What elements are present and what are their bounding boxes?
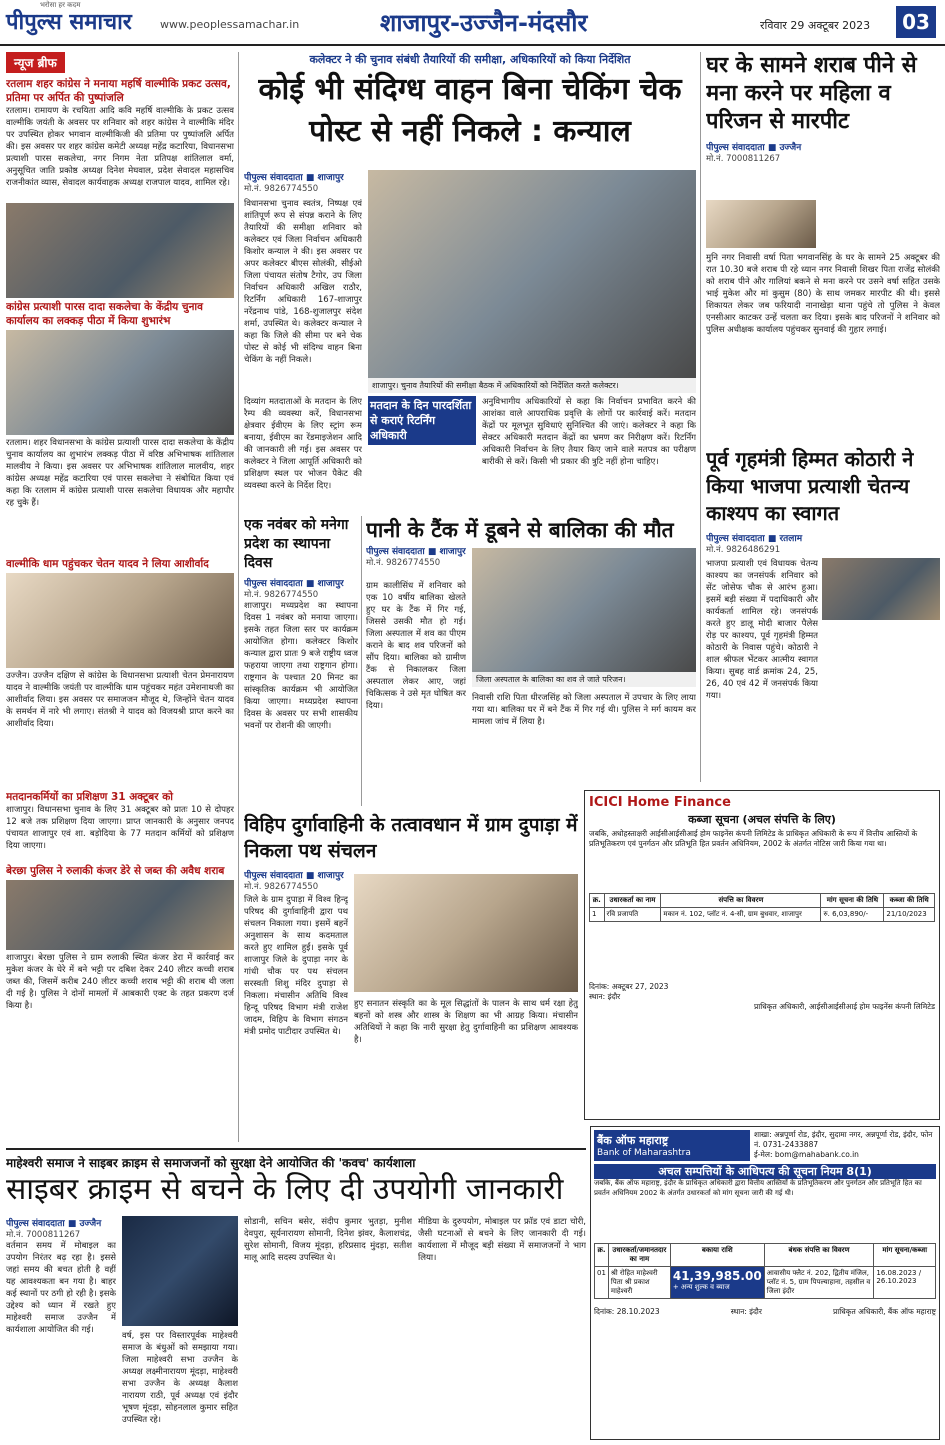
icici-cell: 21/10/2023	[884, 908, 935, 922]
mp-day-headline: एक नवंबर को मनेगा प्रदेश का स्थापना दिवस	[244, 517, 349, 571]
icici-title: कब्जा सूचना (अचल संपत्ति के लिए)	[688, 813, 836, 826]
bom-header: क्र.	[595, 1244, 609, 1267]
icici-header: कब्जा की तिथि	[884, 894, 935, 908]
assault-byline: पीपुल्स संवाददाता ■ उज्जैन	[706, 143, 802, 153]
brief-headline-4: मतदानकर्मियों का प्रशिक्षण 31 अक्टूबर को	[6, 791, 173, 803]
cyber-body-3: सोडानी, सचिन बसेर, संदीप कुमार भुतड़ा, मुनीश देवपुरा, सूर्यनारायण सोमानी, दिनेश झंवर, कैलाशचंद्र, सुरेश सोमानी, विजय मूंदड़ा, हरिप्रसाद मुंदड़ा, सतीश मालू आदि सदस्य उपस्थित थे।	[244, 1217, 412, 1263]
newspaper-logo[interactable]: पीपुल्स समाचार	[6, 10, 132, 35]
page-number: 03	[896, 6, 936, 38]
cyber-body: वर्तमान समय में मोबाइल का उपयोग निरंतर बढ़ रहा है। इससे जहां समय की बचत होती है वहीं यह आवश्यकता बन गया है। बाहर कई स्थानों पर ठगी हो रही है। इसके उद्देश्य को ध्यान में रखते हुए माहेश्वरी समाज उज्जैन में कार्यशाला आयोजित की गई।	[6, 1241, 116, 1335]
table-row	[590, 908, 935, 922]
bom-amount-note: + अन्य शुल्क व ब्याज	[672, 1283, 730, 1291]
assault-phone: मो.नं. 7000811267	[706, 154, 781, 164]
bom-header: बकाया राशि	[670, 1244, 764, 1267]
lead-body-2: अनुविभागीय अधिकारियों से कहा कि निर्वाचन प्रभावित करने की आशंका वाले आपराधिक प्रवृत्ति के लोगों पर कार्रवाई करें। मतदान केंद्रों पर मूलभूत सुविधाएं सुनिश्चित की जाएं। कलेक्टर ने कहा कि सेक्टर अधिकारी मतदान केंद्रों का भ्रमण कर निरीक्षण करें। रिटर्निंग अधिकारी निर्वाचन के लिए तैयार किए जाने वाले मतपत्र का परीक्षण बारीकी से करें। किसी भी प्रकार की त्रुटि नहीं होना चाहिए।	[482, 397, 696, 467]
bom-footer-place: स्थान: इंदौर	[730, 1307, 762, 1316]
vhp-body-2: हुए सनातन संस्कृति का के मूल सिद्धांतों के पालन के साथ धर्म रक्षा हेतु बहनों को शस्त्र और शास्त्र के शिक्षण का भी आग्रह किया। मंचासीन अतिथियों ने कहा कि नारी सुरक्षा हेतु दुर्गावाहिनी का प्रशिक्षण आवश्यक है।	[354, 999, 578, 1045]
lead-body-3: दिव्यांग मतदाताओं के मतदान के लिए रैम्प की व्यवस्था करें, विधानसभा क्षेत्रवार ईवीएम के लिए स्ट्रांग रूम बनाया, ईवीएम का रेंडमाइजेशन आदि की जानकारी ली गई। इस अवसर पर कलेक्टर ने जिला आपूर्ति अधिकारी को प्रशिक्षण स्थल पर भोजन पैकेट की व्यवस्था करने के निर्देश दिए।	[244, 397, 362, 491]
icici-cell: रवि प्रजापति	[604, 908, 661, 922]
website-link[interactable]: www.peoplessamachar.in	[160, 18, 300, 31]
lead-phone: मो.नं. 9826774550	[244, 184, 319, 194]
brief-body-5: शाजापुर। बेरछा पुलिस ने ग्राम रुलाकी स्थित कंजर डेरा में कार्रवाई कर मुकेश कंजर के घेरे में बने भट्टी पर दबिश देकर 240 लीटर कच्ची शराब जब्त की, जिसमें करीब 240 लीटर कच्ची शराब भट्टी की शराब थी जला दी गई है। पुलिस ने दोनों मामलों में आबकारी एक्ट के तहत प्रकरण दर्ज किया है।	[6, 953, 234, 1011]
icici-cell: रु. 6,03,890/-	[821, 908, 884, 922]
icici-table	[589, 893, 935, 922]
icici-cell: मकान नं. 102, प्लॉट नं. 4-सी, ग्राम बुधवार, शाजापुर	[661, 908, 821, 922]
bom-footer-sign: प्राधिकृत अधिकारी, बैंक ऑफ महाराष्ट्र	[832, 1307, 936, 1316]
kothari-phone: मो.नं. 9826486291	[706, 545, 781, 555]
bom-dates: 16.08.2023 / 26.10.2023	[874, 1267, 936, 1299]
kothari-body: भाजपा प्रत्याशी एवं विधायक चेतन्य काश्यप का जनसंपर्क शनिवार को सेंट जोसेफ चौक से आरंभ हुआ। इसमें बड़ी संख्या में पदाधिकारी और कार्यकर्ता शामिल रहे। जनसंपर्क करते हुए डालू मोदी बाजार पैलेस रोड़ पर काश्यप, पूर्व गृहमंत्री हिम्मत कोठारी के निवास पहुंचे। कोठारी ने शाल श्रीफल भेंटकर आत्मीय स्वागत किया। सुबह वार्ड क्रमांक 24, 25, 26, 40 एवं 42 में जनसंपर्क किया गया।	[706, 559, 818, 701]
kothari-headline: पूर्व गृहमंत्री हिम्मत कोठारी ने किया भाजपा प्रत्याशी चेतन्य काश्यप का स्वागत	[706, 447, 914, 525]
bom-cell: 01	[595, 1267, 609, 1299]
lead-story	[244, 52, 696, 512]
bom-table	[594, 1243, 936, 1299]
vhp-byline: पीपुल्स संवाददाता ■ शाजापुर	[244, 871, 344, 881]
right-story-kothari	[706, 446, 940, 786]
lead-subhead: मतदान के दिन पारदर्शिता से कराएं रिटर्निंग अधिकारी	[368, 396, 476, 445]
drowning-photo-caption: जिला अस्पताल के बालिका का शव ले जाते परिजन।	[472, 672, 696, 687]
brief-photo-2	[6, 330, 234, 435]
brief-photo-5	[6, 880, 234, 950]
column-divider	[238, 52, 239, 1142]
mp-day-phone: मो.नं. 9826774550	[244, 590, 319, 600]
lead-body: विधानसभा चुनाव स्वतंत्र, निष्पक्ष एवं शांतिपूर्ण रूप से संपन्न कराने के लिए तैयारियों की समीक्षा शनिवार को कलेक्टर एवं जिला निर्वाचन अधिकारी किशोर कन्याल ने की। इस अवसर पर अपर कलेक्टर बीएस सोलंकी, सीईओ जिला पंचायत संतोष टैगोर, उप जिला निर्वाचन अधिकारी अखिल राठौर, रिटर्निंग अधिकारी 167-शाजापुर नरेंद्रनाथ पांडे, 168-शुजालपुर संदेश शर्मा, उपस्थित थे। कलेक्टर कन्याल ने कहा कि जिले की सीमा पर बने चेक पोस्ट से कोई भी संदिग्ध वाहन बिना चेकिंग के नहीं निकले।	[244, 199, 362, 365]
icici-place: स्थान: इंदौर	[589, 992, 621, 1001]
bom-email: ई-मेल: bom@mahabank.co.in	[754, 1150, 859, 1159]
bom-title: अचल सम्पत्तियों के आधिपत्य की सूचना नियम 8(1)	[594, 1164, 936, 1179]
drowning-phone: मो.नं. 9826774550	[366, 558, 441, 568]
mp-day-byline: पीपुल्स संवाददाता ■ शाजापुर	[244, 579, 344, 589]
bom-property: आवासीय फ्लैट नं. 202, द्वितीय मंजिल, प्लॉट नं. 5, ग्राम पिपल्याहाना, तहसील व जिला इंदौर	[764, 1267, 874, 1299]
bom-amount: 41,39,985.00	[672, 1269, 762, 1283]
bom-body: जबकि, बैंक ऑफ महाराष्ट्र, इंदौर के प्राधिकृत अधिकारी द्वारा वित्तीय आस्तियों के प्रतिभूतिकरण और पुनर्गठन और प्रतिभूति हित का प्रवर्तन अधिनियम 2002 के अंतर्गत उधारकर्ता को मांग सूचना जारी की गई थी।	[594, 1179, 922, 1197]
cyber-headline: साइबर क्राइम से बचने के लिए दी उपयोगी जानकारी	[6, 1172, 564, 1207]
logo-tagline: भरोसा हर कदम	[40, 1, 81, 9]
icici-notice	[584, 790, 940, 1120]
bom-brand: बैंक ऑफ महाराष्ट्र	[597, 1134, 669, 1147]
brief-headline-3: वाल्मीकि धाम पहुंचकर चेतन यादव ने लिया आशीर्वाद	[6, 558, 209, 570]
vhp-story	[244, 812, 578, 1142]
brief-photo-1	[6, 203, 234, 298]
cyber-byline: पीपुल्स संवाददाता ■ उज्जैन	[6, 1219, 102, 1229]
masthead	[0, 0, 945, 46]
icici-cell: 1	[590, 908, 605, 922]
cyber-body-4: मीडिया के दुरुपयोग, मोबाइल पर फ्रॉड एवं डाटा चोरी, जैसी घटनाओं से बचने के लिए जानकारी दी गई। कार्यशाला में मौजूद बड़ी संख्या में समाजजनों ने भाग लिया।	[418, 1217, 586, 1263]
brief-body-4: शाजापुर। विधानसभा चुनाव के लिए 31 अक्टूबर को प्रातः 10 से दोपहर 12 बजे तक प्रशिक्षण दिया जाएगा। प्राप्त जानकारी के अनुसार जनपद पंचायत शाजापुर एवं शा. बड़ोदिया के 77 मतदान कर्मियों को प्रशिक्षण दिया जाएगा।	[6, 805, 234, 851]
column-divider	[700, 52, 701, 782]
brief-body-1: रतलाम। रामायण के रचयिता आदि कवि महर्षि वाल्मीकि के प्रकट उत्सव वाल्मीकि जयंती के अवसर पर शनिवार को शहर कांग्रेस ने वाल्मीकि मंदिर पर उपस्थित होकर भगवान वाल्मीकिजी की प्रतिमा पर पुष्पांजलि अर्पित की। इस अवसर पर शहर कांग्रेस कमेटी अध्यक्ष महेंद्र कटारिया, विधानसभा प्रत्याशी पारस सकलेचा, नगर निगम नेता प्रतिपक्ष शांतिलाल वर्मा, अनुसूचित जाति प्रकोष्ठ अध्यक्ष दिनेश मेघवाल, प्रदेश सेवादल महासचिव राजनीकांत व्यास, सेवादल कार्यवाहक अध्यक्ष राजपाल यादव, शामिल रहे।	[6, 106, 234, 188]
brief-photo-3	[6, 573, 234, 668]
assault-photo	[706, 200, 816, 248]
lead-photo	[368, 170, 696, 378]
bom-notice	[590, 1126, 940, 1440]
lead-headline: कोई भी संदिग्ध वाहन बिना चेकिंग चेक पोस्ट से नहीं निकले : कन्याल	[258, 72, 682, 149]
right-story-assault	[706, 52, 940, 442]
bom-brand-en: Bank of Maharashtra	[597, 1148, 691, 1158]
table-row	[595, 1267, 936, 1299]
drowning-photo	[472, 548, 696, 672]
drowning-byline: पीपुल्स संवाददाता ■ शाजापुर	[366, 547, 466, 557]
bom-header: बंधक संपत्ति का विवरण	[764, 1244, 874, 1267]
icici-signatory: प्राधिकृत अधिकारी, आईसीआईसीआई होम फाइनेंस कंपनी लिमिटेड	[754, 1002, 935, 1011]
vhp-body: जिले के ग्राम दुपाड़ा में विश्व हिन्दू परिषद की दुर्गावाहिनी द्वारा पथ संचलन निकाला गया। इसमें बहनें अनुशासन के साथ कदमताल करते हुए शामिल हुईं। इसके पूर्व शाजापुर जिले के दुपाड़ा नगर के गांधी चौक पर पथ संचलन सरस्वती शिशु मंदिर दुपाड़ा से निकला। मंचासीन अतिथि विश्व हिन्दू परिषद विभाग मंत्री राजेश जादम, विहिप के विभाग संगठन मंत्री प्रमोद पाटीदार उपस्थित थे।	[244, 895, 348, 1037]
cyber-photo	[122, 1216, 238, 1326]
brief-body-2: रतलाम। शहर विधानसभा के कांग्रेस प्रत्याशी पारस दादा सकलेचा के केंद्रीय चुनाव कार्यालय का शुभारंभ लक्कड़ पीठा में वरिष्ठ अभिभाषक शांतिलाल मालवीय ने किया। इस अवसर पर अभिभाषक शांतिलाल मालवीय, शहर कांग्रेस अध्यक्ष महेंद्र कटारिया एवं पारस सकलेचा ने संबोधित किया एवं कहा कि रतलाम में कांग्रेस प्रत्याशी पारस सकलेचा विधायक और महापौर रह चुके हैं।	[6, 438, 234, 508]
vhp-headline: विहिप दुर्गावाहिनी के तत्वावधान में ग्राम दुपाड़ा में निकला पथ संचलन	[244, 814, 578, 862]
icici-header: मांग सूचना की तिथि	[821, 894, 884, 908]
bom-borrower: श्री रोहित माहेश्वरी पिता श्री प्रकाश माहेश्वरी	[608, 1267, 670, 1299]
bom-branch: शाखा: अन्नपूर्णा रोड, इंदौर, सुदामा नगर, अन्नपूर्णा रोड, इंदौर, फोन नं. 0731-2433887	[754, 1130, 933, 1149]
mp-day-story	[244, 516, 358, 806]
vhp-photo	[354, 874, 578, 992]
icici-header: क्र.	[590, 894, 605, 908]
brief-headline-5: बेरछा पुलिस ने रुलाकी कंजर डेरे से जब्त की अवैध शराब	[6, 865, 225, 877]
brief-headline-2: कांग्रेस प्रत्याशी पारस दादा सकलेचा के केंद्रीय चुनाव कार्यालय का लक्कड़ पीठा में किया शुभारंभ	[6, 301, 203, 327]
cyber-story	[6, 1148, 586, 1440]
cyber-body-2: वर्ष, इस पर विस्तारपूर्वक माहेश्वरी समाज के बंधुओं को समझाया गया। जिला माहेश्वरी सभा उज्जैन के अध्यक्ष लक्ष्मीनारायण मूंदड़ा, माहेश्वरी सभा उज्जैन के अध्यक्ष कैलाश नारायण राठी, पूर्व अध्यक्ष एवं इंदौर भूषण मूंदड़ा, सोहनलाल कुमार सहित उपस्थित रहे।	[122, 1331, 238, 1425]
icici-header: संपत्ति का विवरण	[661, 894, 821, 908]
brief-headline-1: रतलाम शहर कांग्रेस ने मनाया महर्षि वाल्मीकि प्रकट उत्सव, प्रतिमा पर अर्पित की पुष्पांजलि	[6, 78, 231, 104]
drowning-story	[366, 516, 696, 806]
bom-footer-date: दिनांक: 28.10.2023	[594, 1307, 660, 1316]
cyber-kicker: माहेश्वरी समाज ने साइबर क्राइम से समाजजनों को सुरक्षा देने आयोजित की 'कवच' कार्यशाला	[6, 1156, 416, 1170]
assault-headline: घर के सामने शराब पीने से मना करने पर महिला व परिजन से मारपीट	[706, 53, 917, 134]
news-brief-column	[6, 52, 234, 1142]
lead-byline: पीपुल्स संवाददाता ■ शाजापुर	[244, 173, 344, 183]
icici-brand: ICICI Home Finance	[589, 795, 731, 810]
issue-date: रविवार 29 अक्टूबर 2023	[760, 19, 871, 32]
vhp-phone: मो.नं. 9826774550	[244, 882, 319, 892]
lead-photo-caption: शाजापुर। चुनाव तैयारियों की समीक्षा बैठक में अधिकारियों को निर्देशित करते कलेक्टर।	[368, 378, 696, 393]
icici-body: जबकि, अधोहस्ताक्षरी आईसीआईसीआई होम फाइनेंस कंपनी लिमिटेड के प्राधिकृत अधिकारी के रूप में वित्तीय आस्तियों के प्रतिभूतिकरण एवं पुनर्गठन और प्रतिभूति हित प्रवर्तन अधिनियम, 2002 के अंतर्गत नोटिस जारी किया गया था।	[589, 829, 918, 848]
kothari-byline: पीपुल्स संवाददाता ■ रतलाम	[706, 534, 803, 544]
icici-header: उधारकर्ता का नाम	[604, 894, 661, 908]
bom-header: उधारकर्ता/जमानतदार का नाम	[608, 1244, 670, 1267]
kothari-photo	[822, 558, 940, 620]
cyber-phone: मो.नं. 7000811267	[6, 1230, 81, 1240]
drowning-body: ग्राम कालीसिंध में शनिवार को एक 10 वर्षीय बालिका खेलते हुए घर के टैंक में गिर गई, जिससे उसकी मौत हो गई। जिला अस्पताल में शव का पीएम कराने के बाद शव परिजनों को सौंप दिया। बालिका को ग्रामीण टैंक से निकालकर जिला अस्पताल लेकर आए, जहां चिकित्सक ने उसे मृत घोषित कर दिया।	[366, 581, 466, 711]
icici-date: दिनांक: अक्टूबर 27, 2023	[589, 982, 669, 991]
edition-title: शाजापुर-उज्जैन-मंदसौर	[380, 9, 588, 37]
column-divider	[361, 516, 362, 806]
brief-body-3: उज्जैन। उज्जैन दक्षिण से कांग्रेस के विधानसभा प्रत्याशी चेतन प्रेमनारायण यादव ने वाल्मीकि जयंती पर वाल्मीकि धाम पहुंचकर महंत उमेशनाथजी का आशीर्वाद लिया। इस अवसर पर समाजजन मौजूद थे, जिन्होंने चेतन यादव के समर्थन में नारे भी लगाए। संतश्री ने यादव को विजयश्री प्राप्त करने का आशीर्वाद दिया।	[6, 671, 234, 729]
mp-day-body: शाजापुर। मध्यप्रदेश का स्थापना दिवस 1 नवंबर को मनाया जाएगा। इसके तहत जिला स्तर पर कार्यक्रम आयोजित होगा। कलेक्टर किशोर कन्याल द्वारा प्रातः 9 बजे राष्ट्रीय ध्वज फहराया जाएगा तथा राष्ट्रगान होगा। राष्ट्रगान के पश्चात 20 मिनट का सांस्कृतिक कार्यक्रम भी आयोजित किया जाएगा। मध्यप्रदेश स्थापना दिवस के अवसर पर सभी शासकीय भवनों पर रोशनी की जाएगी।	[244, 601, 358, 731]
drowning-body-2: निवासी राशि पिता धीरजसिंह को जिला अस्पताल में उपचार के लिए लाया गया था। बालिका घर में बने टैंक में गिर गई थी। पुलिस ने मर्ग कायम कर मामला जांच में लिया है।	[472, 693, 696, 727]
assault-body: मुनि नगर निवासी वर्षा पिता भगवानसिंह के घर के सामने 25 अक्टूबर की रात 10.30 बजे शराब पी रहे ध्यान नगर निवासी शिखर पिता राजेंद्र सोलंकी को शराब पीने और गालियां बकने से मना करने पर उसने वर्षा सहित उसके भाई मुकेश और मां कुसुम (80) के साथ जमकर मारपीट की थी। इससे शिकायत लेकर जब फरियादी नानाखेड़ा थाना पहुंचे तो पुलिस ने केवल एनसीआर काटकर उन्हें चलता कर दिया। इसके बाद परिजनों ने शनिवार को पुलिस अधीक्षक कार्यालय पहुंचकर सुनवाई की गुहार लगाई।	[706, 253, 940, 335]
lead-kicker: कलेक्टर ने की चुनाव संबंधी तैयारियों की समीक्षा, अधिकारियों को किया निर्देशित	[309, 53, 631, 66]
drowning-headline: पानी के टैंक में डूबने से बालिका की मौत	[366, 518, 674, 542]
bom-header: मांग सूचना/कब्जा	[874, 1244, 936, 1267]
news-brief-tag: न्यूज ब्रीफ	[6, 52, 65, 73]
